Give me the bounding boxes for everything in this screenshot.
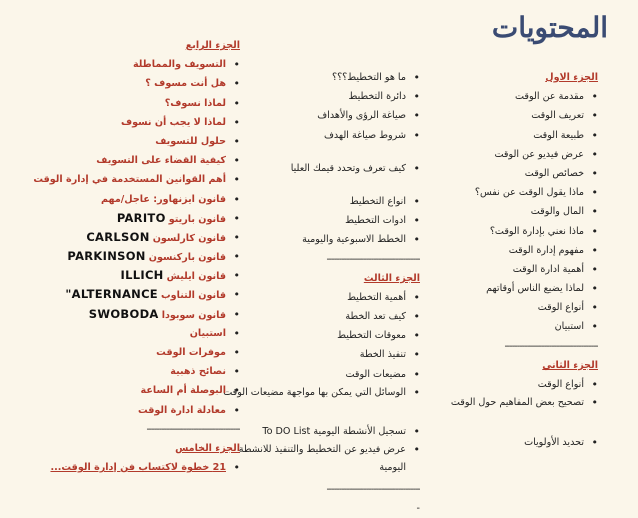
column-part-1-2: [432, 68, 598, 452]
list-item: • مضيعات الوقت: [216, 365, 420, 384]
list-item: • استبيان: [34, 324, 240, 343]
list-item: • البوصلة أم الساعة: [34, 381, 240, 400]
list-item: • معوقات التخطيط: [216, 326, 420, 345]
list-item: • انواع التخطيط: [216, 192, 420, 211]
list-item: • 21 خطوة لاكتساب فن إدارة الوقت...: [34, 458, 240, 477]
spacer: [216, 178, 420, 192]
list-item: • خصائص الوقت: [432, 164, 598, 183]
column-part-2-3: [216, 68, 420, 518]
list-item: • هل أنت مسوف ؟: [34, 74, 240, 93]
separator: --------------------------------------: [326, 253, 420, 265]
list-item: • عرض فيديو عن التخطيط والتنفيذ للانشطة اليومية: [216, 441, 420, 479]
list-item: • لماذا يضيع الناس أوقاتهم: [432, 279, 598, 298]
section-heading-part-2: الجزء الثاني: [542, 359, 598, 371]
list-item: • حلول للتسويف: [34, 132, 240, 151]
list-item: • قانون ايزنهاور: عاجل/مهم: [34, 190, 240, 209]
separator: --------------------------------------: [504, 340, 598, 352]
list-item: • استبيان: [432, 317, 598, 336]
list-item: • أهمية ادارة الوقت: [432, 260, 598, 279]
list-item: • معادلة ادارة الوقت: [34, 401, 240, 420]
list-item: • ماذا يقول الوقت عن نفس؟: [432, 183, 598, 202]
list-item: • تعريف الوقت: [432, 106, 598, 125]
list-item: • ماذا نعني بإدارة الوقت؟: [432, 222, 598, 241]
list-item: • تسجيل الأنشطة اليومية To DO List: [216, 422, 420, 441]
separator: --------------------------------------: [146, 423, 240, 435]
list-item: • لماذا نسوف؟: [34, 94, 240, 113]
list-item: • كيف تعد الخطة: [216, 307, 420, 326]
law-item: • قانون سوبودا SWOBODA: [34, 305, 240, 324]
list-item: • تنفيذ الخطة: [216, 345, 420, 364]
list-item: • أهمية التخطيط: [216, 288, 420, 307]
section-heading-part-1: الجزء الاول: [545, 72, 598, 83]
list-item: • مقدمة عن الوقت: [432, 87, 598, 106]
list-item: • دائرة التخطيط: [216, 87, 420, 106]
law-item: • قانون ايليش ILLICH: [34, 266, 240, 285]
list-item: • نصائح ذهبية: [34, 362, 240, 381]
law-item: • قانون كارلسون CARLSON: [34, 228, 240, 247]
list-item: • عرض فيديو عن الوقت: [432, 145, 598, 164]
law-item: • قانون باريتو PARITO: [34, 209, 240, 228]
list-item: • موفرات الوقت: [34, 343, 240, 362]
list-item: • ما هو التخطيط؟؟؟: [216, 68, 420, 87]
spacer: [216, 145, 420, 159]
law-item: • قانون باركنسون PARKINSON: [34, 247, 240, 266]
column-part-4-5: [34, 36, 240, 477]
law-item: • قانون التناوب ALTERNANCE": [34, 285, 240, 304]
list-item: • الوسائل التي يمكن بها مواجهة مضيعات الوقت: [216, 384, 420, 422]
separator: --------------------------------------: [326, 483, 420, 495]
list-item: • شروط صياغة الهدف: [216, 126, 420, 145]
section-heading-part-5: الجزء الخامس: [175, 442, 240, 454]
separator-tail: -: [416, 502, 420, 514]
list-item: • مفهوم إدارة الوقت: [432, 241, 598, 260]
list-item: • ادوات التخطيط: [216, 211, 420, 230]
list-item: • التسويف والمماطلة: [34, 55, 240, 74]
list-item: • تحديد الأولويات: [432, 433, 598, 452]
section-heading-part-4: الجزء الرابع: [185, 40, 240, 51]
list-item: • طبيعة الوقت: [432, 126, 598, 145]
list-item: • المال والوقت: [432, 202, 598, 221]
list-item: • كيفية القضاء على التسويف: [34, 151, 240, 170]
list-item: • لماذا لا يجب أن نسوف: [34, 113, 240, 132]
section-heading-part-3: الجزء الثالث: [363, 272, 420, 284]
list-item: • تصحيح بعض المفاهيم حول الوقت: [432, 394, 598, 432]
list-item: • أهم القوانين المستخدمة في إدارة الوقت: [34, 170, 240, 189]
list-item: • الخطط الاسبوعية واليومية: [216, 230, 420, 249]
list-item: • أنواع الوقت: [432, 298, 598, 317]
list-item: • كيف تعرف وتحدد قيمك العليا: [216, 159, 420, 178]
page-title: المحتويات: [491, 11, 608, 44]
list-item: • صياغة الرؤى والأهداف: [216, 106, 420, 125]
list-item: • أنواع الوقت: [432, 375, 598, 394]
